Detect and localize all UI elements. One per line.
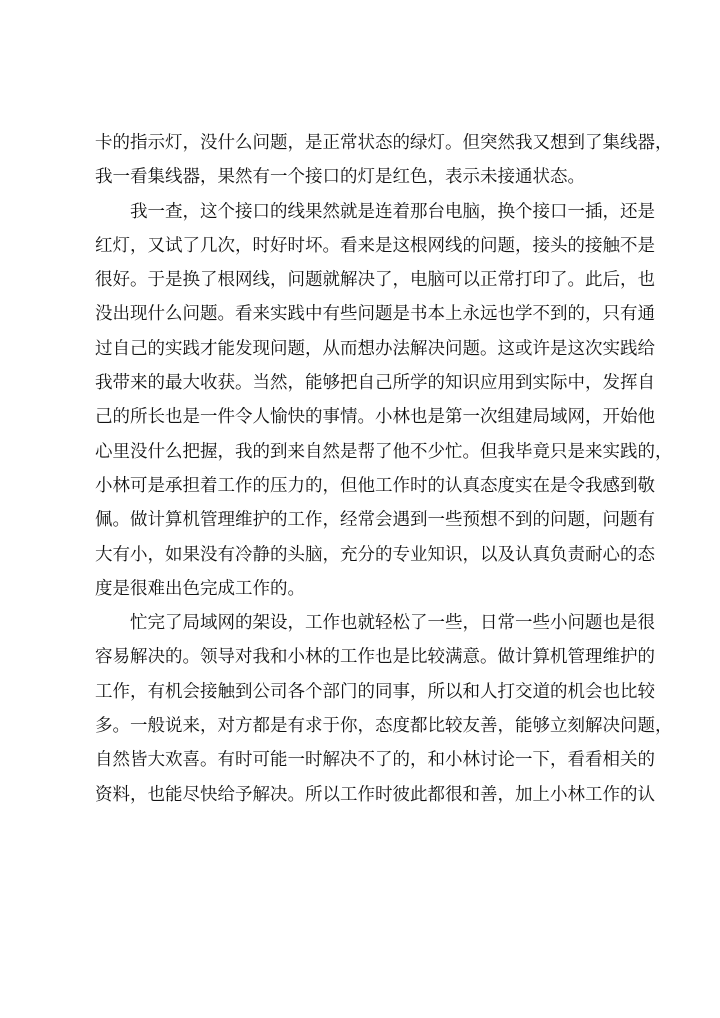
paragraph-2-line: 过自己的实践才能发现问题，从而想办法解决问题。这或许是这次实践给 <box>95 338 655 359</box>
paragraph-3-line: 多。一般说来，对方都是有求于你，态度都比较友善，能够立刻解决问题， <box>95 716 673 737</box>
paragraph-1-line: 卡的指示灯，没什么问题，是正常状态的绿灯。但突然我又想到了集线器， <box>95 133 673 153</box>
paragraph-2-line: 没出现什么问题。看来实践中有些问题是书本上永远也学不到的，只有通 <box>95 304 655 325</box>
paragraph-3-line: 忙完了局域网的架设，工作也就轻松了一些，日常一些小问题也是很 <box>130 613 655 634</box>
paragraph-3-line: 自然皆大欢喜。有时可能一时解决不了的，和小林讨论一下，看看相关的 <box>95 750 655 771</box>
paragraph-1-line: 我一看集线器，果然有一个接口的灯是红色，表示未接通状态。 <box>95 167 585 188</box>
paragraph-2-line: 大有小，如果没有冷静的头脑，充分的专业知识，以及认真负责耐心的态 <box>95 544 655 565</box>
paragraph-2-line: 度是很难出色完成工作的。 <box>95 578 305 599</box>
paragraph-3-line: 工作，有机会接触到公司各个部门的同事，所以和人打交道的机会也比较 <box>95 681 655 702</box>
paragraph-3-line: 资料，也能尽快给予解决。所以工作时彼此都很和善，加上小林工作的认 <box>95 784 655 805</box>
paragraph-2-line: 佩。做计算机管理维护的工作，经常会遇到一些预想不到的问题，问题有 <box>95 510 655 531</box>
paragraph-2-line: 很好。于是换了根网线，问题就解决了，电脑可以正常打印了。此后，也 <box>95 270 655 291</box>
paragraph-2-line: 己的所长也是一件令人愉快的事情。小林也是第一次组建局域网，开始他 <box>95 407 655 428</box>
paragraph-2-line: 心里没什么把握，我的到来自然是帮了他不少忙。但我毕竟只是来实践的， <box>95 441 673 462</box>
paragraph-3-line: 容易解决的。领导对我和小林的工作也是比较满意。做计算机管理维护的 <box>95 647 655 668</box>
paragraph-2-line: 小林可是承担着工作的压力的，但他工作时的认真态度实在是令我感到敬 <box>95 475 655 496</box>
body-text <box>95 126 673 812</box>
paragraph-2-line: 我一查，这个接口的线果然就是连着那台电脑，换个接口一插，还是 <box>130 201 655 222</box>
paragraph-2-line: 我带来的最大收获。当然，能够把自己所学的知识应用到实际中，发挥自 <box>95 373 655 394</box>
paragraph-2-line: 红灯，又试了几次，时好时坏。看来是这根网线的问题，接头的接触不是 <box>95 235 655 256</box>
